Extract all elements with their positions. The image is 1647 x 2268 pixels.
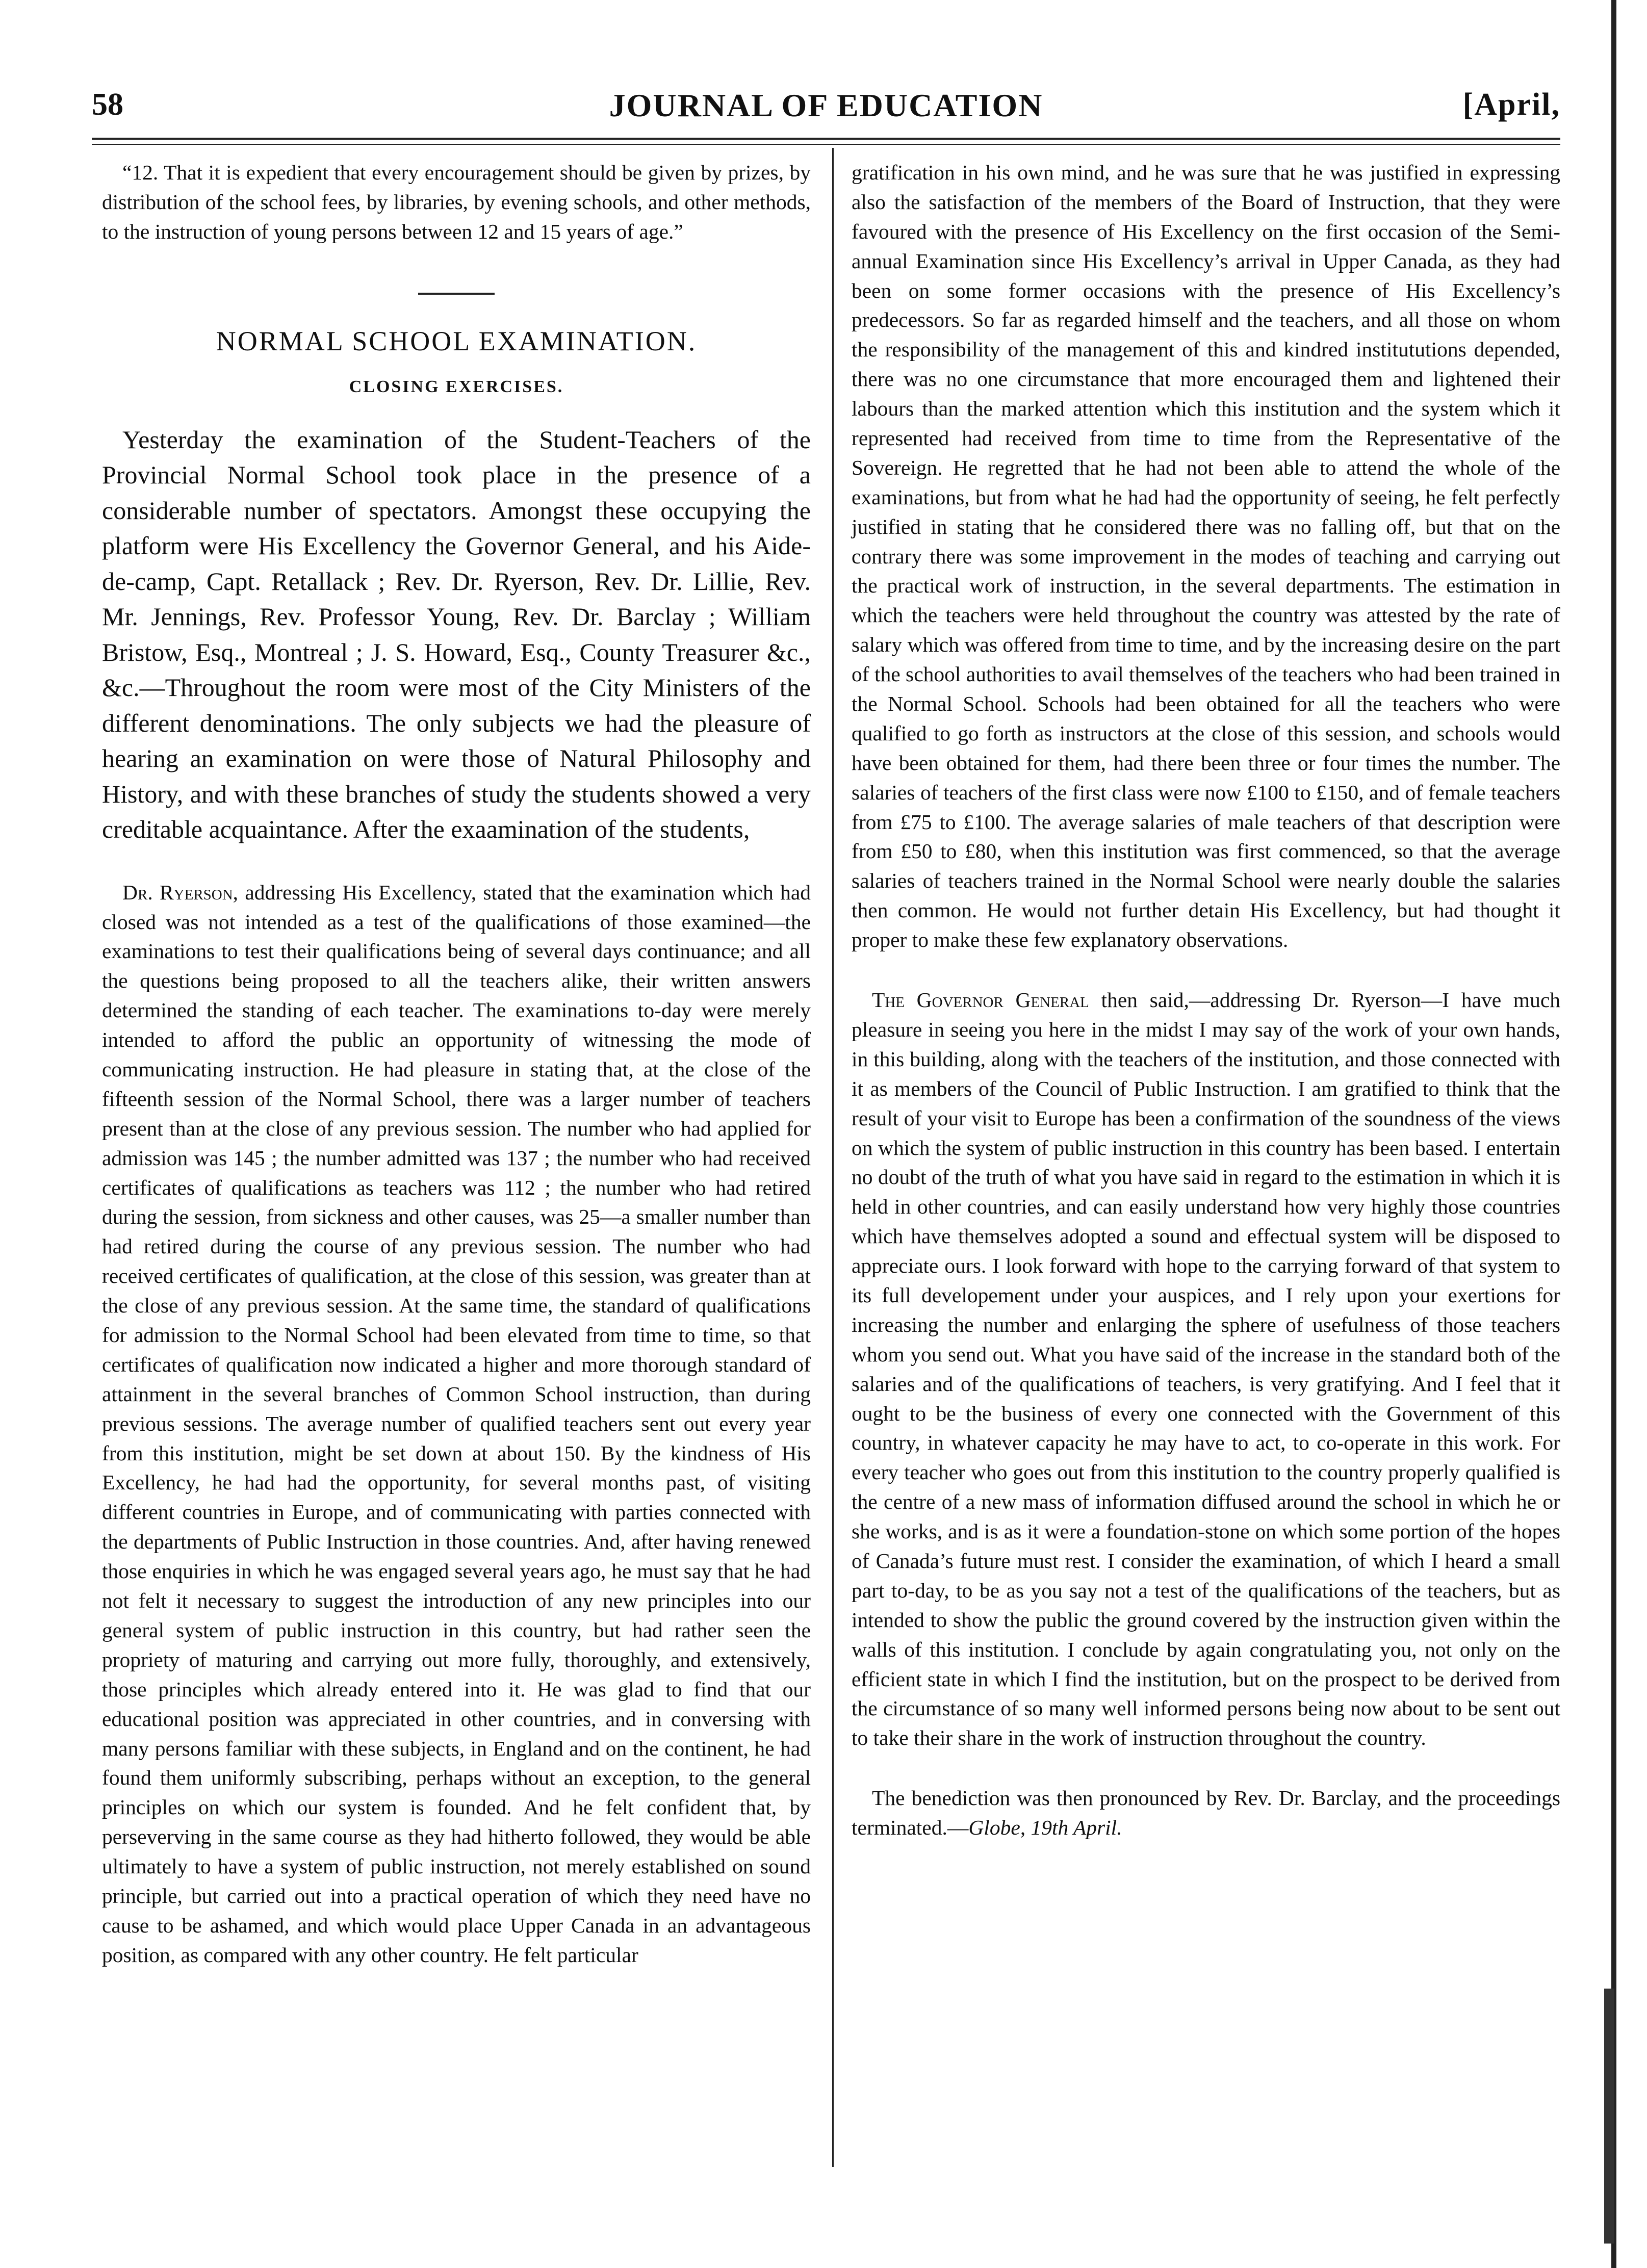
ryerson-address-continued: gratification in his own mind, and he was sure that he was justified in expressing also the satisfaction of the members of the Board of Instruction, that they were favoured with the presence of His Excellency on the first occasion of the Semi-annual Examination since His Excellency’s arrival in Upper Canada, as they had been on some former occasions with the presence of His Excellency’s predecessors. So far as regarded himself and the teachers, and all those on whom the responsibility of the management of this and kindred institututions depended, there was no one circumstance that more encouraged them and lightened their labours than the marked attention which this institution and the system which it represented had received from time to time from the Representative of the Sovereign. He regretted that he had not been able to attend the whole of the examinations, but from what he had had the opportunity of seeing, he felt perfectly justified in stating that he considered there was no falling off, but that on the contrary there was some improvement in the modes of teaching and carrying out the practical work of instruction, in the several departments. The estimation in which the teachers were held throughout the country was attested by the rate of salary which was offered from time to time, and by the increasing desire on the part of the school authorities to avail themselves of the teachers who had been trained in the Normal School. Schools had been obtained for all the teachers who were qualified to go forth as instructors at the close of this session, and schools would have been obtained for them, had there been three or four times the number. The salaries of teachers of the first class were now £100 to £150, and of female teachers from £75 to £100. The average salaries of male teachers of that description were from £50 to £80, when this institution was first commenced, so that the average salaries of teachers trained in the Normal School were nearly double the salaries then common. He would not further detain His Excellency, but had thought it proper to make these few explanatory observations. <box>852 161 1560 952</box>
governor-reply-text: then said,—addressing Dr. Ryerson—I have much pleasure in seeing you here in the midst I may say of the work of your own hands, in this building, along with the teachers of the institution, and those connected with it as members of the Council of Public Instruction. I am gratified to think that the result of your visit to Europe has been a confirmation of the soundness of the views on which the system of public instruction in this country has been based. I entertain no doubt of the truth of what you have said in regard to the estimation in which it is held in other countries, and can easily understand how very highly those countries which have themselves adopted a sound and effectual system will be disposed to appreciate ours. I look forward with hope to the carrying forward of that system to its full developement under your auspices, and I rely upon your exertions for increasing the number and enlarging the sphere of usefulness of those teachers whom you send out. What you have said of the increase in the standard both of the salaries and of the qualifications of teachers, is very gratifying. And I feel that it ought to be the business of every one connected with the Government of this country, in whatever capacity he may have to act, to co-operate in this work. For every teacher who goes out from this institution to the country properly qualified is the centre of a new mass of information diffused around the school in which he or she works, and is as it were a foundation-stone on which some portion of the hopes of Canada’s future must rest. I consider the examination, of which I heard a small part to-day, to be as you say not a test of the qualifications of the teachers, but as intended to show the public the ground covered by the instruction given within the walls of this institution. I conclude by again congratulating you, not only on the efficient state in which I find the institution, but on the prospect to be derived from the circumstance of so many well informed persons being now about to be sent out to take their share in the work of instruction throughout the country. <box>852 988 1560 1750</box>
section-separator <box>418 293 495 295</box>
speaker-name-ryerson: Dr. Ryerson, <box>122 880 239 904</box>
page-header <box>92 87 1560 143</box>
speaker-name-governor: The Governor General <box>872 988 1089 1012</box>
right-column <box>852 158 1560 1843</box>
intro-paragraph: Yesterday the examination of the Student-Teachers of the Provincial Normal School took place in the presence of a considerable number of spectators. Amongst these occupying the platform were His Excellency the Governor General, and his Aide-de-camp, Capt. Retallack ; Rev. Dr. Ryerson, Rev. Dr. Lillie, Rev. Mr. Jennings, Rev. Professor Young, Rev. Dr. Barclay ; William Bristow, Esq., Montreal ; J. S. Howard, Esq., County Treasurer &c., &c.—Throughout the room were most of the City Ministers of the different denominations. The only subjects we had the pleasure of hearing an examination on were those of Natural Philosophy and History, and with these branches of study the students showed a very creditable acquaintance. After the exaamination of the students, <box>102 425 811 844</box>
header-rule-thin <box>92 144 1560 145</box>
column-divider <box>832 148 834 2167</box>
ryerson-address-text: addressing His Excellency, stated that the examination which had closed was not intended as a test of the qualifications of those examined—the examinations to test their qualifications being of several days continuance; and all the questions being proposed to all the teachers alike, their written answers determined the standing of each teacher. The examinations to-day were merely intended to afford the public an opportunity of witnessing the mode of communicating instruction. He had pleasure in stating that, at the close of the fifteenth session of the Normal School, there was a larger number of teachers present than at the close of any previous session. The number who had applied for admission was 145 ; the number admitted was 137 ; the number who had received certificates of qualifications as teachers was 112 ; the number who had retired during the session, from sickness and other causes, was 25—a smaller number than had retired during the course of any previous session. The number who had received certificates of qualification, at the close of this session, was greater than at the close of any previous session. At the same time, the standard of qualifications for admission to the Normal School had been elevated from time to time, so that certificates of qualification now indicated a higher and more thorough standard of attainment in the several branches of Common School instruction, than during previous sessions. The average number of qualified teachers sent out every year from this institution, might be set down at about 150. By the kindness of His Excellency, he had had the opportunity, for several months past, of visiting different countries in Europe, and of communicating with parties connected with the departments of Public Instruction in those countries. And, after having renewed those enquiries in which he was engaged several years ago, he must say that he had not felt it necessary to suggest the introduction of any new principles into our general system of public instruction in this country, but had rather seen the propriety of maturing and carrying out more fully, thoroughly, and extensively, those principles which already entered into it. He was glad to find that our educational position was appreciated in other countries, and in conversing with many persons familiar with these subjects, in England and on the continent, he had found them uniformly subscribing, perhaps without an exception, to the general principles on which our system is founded. And he felt confident that, by perseverving in the same course as they had hitherto followed, they would be able ultimately to have a system of public instruction, not merely established on sound principle, but carried out into a practical operation of which they need have no cause to be ashamed, and which would place Upper Canada in an advantageous position, as compared with any other country. He felt particular <box>102 880 811 1967</box>
section-subtitle: CLOSING EXERCISES. <box>349 377 564 396</box>
section-title: NORMAL SCHOOL EXAMINATION. <box>216 325 697 356</box>
journal-page <box>92 76 1560 2218</box>
benediction-text: The benediction was then pronounced by Rev. Dr. Barclay, and the proceedings terminated.— <box>852 1786 1560 1840</box>
issue-month: [April, <box>1462 87 1560 122</box>
page-edge-shadow <box>1611 0 1616 2268</box>
journal-title: JOURNAL OF EDUCATION <box>609 87 1043 123</box>
benediction-paragraph <box>852 1784 1560 1843</box>
ryerson-address-paragraph <box>102 878 811 1970</box>
source-citation: Globe, 19th April. <box>968 1816 1122 1840</box>
header-rule-thick <box>92 138 1560 140</box>
page-number: 58 <box>92 87 123 122</box>
paragraph-gap <box>852 955 1560 986</box>
paragraph-gap <box>852 1753 1560 1784</box>
resolution-12-paragraph: “12. That it is expedient that every encouragement should be given by prizes, by distribution of the school fees, by libraries, by evening schools, and other methods, to the instruction of young persons between 12 and 15 years of age.” <box>102 161 811 243</box>
governor-reply-paragraph <box>852 986 1560 1753</box>
left-column <box>102 158 811 1970</box>
paragraph-gap <box>102 847 811 878</box>
page-edge-mark <box>1604 1989 1614 2244</box>
